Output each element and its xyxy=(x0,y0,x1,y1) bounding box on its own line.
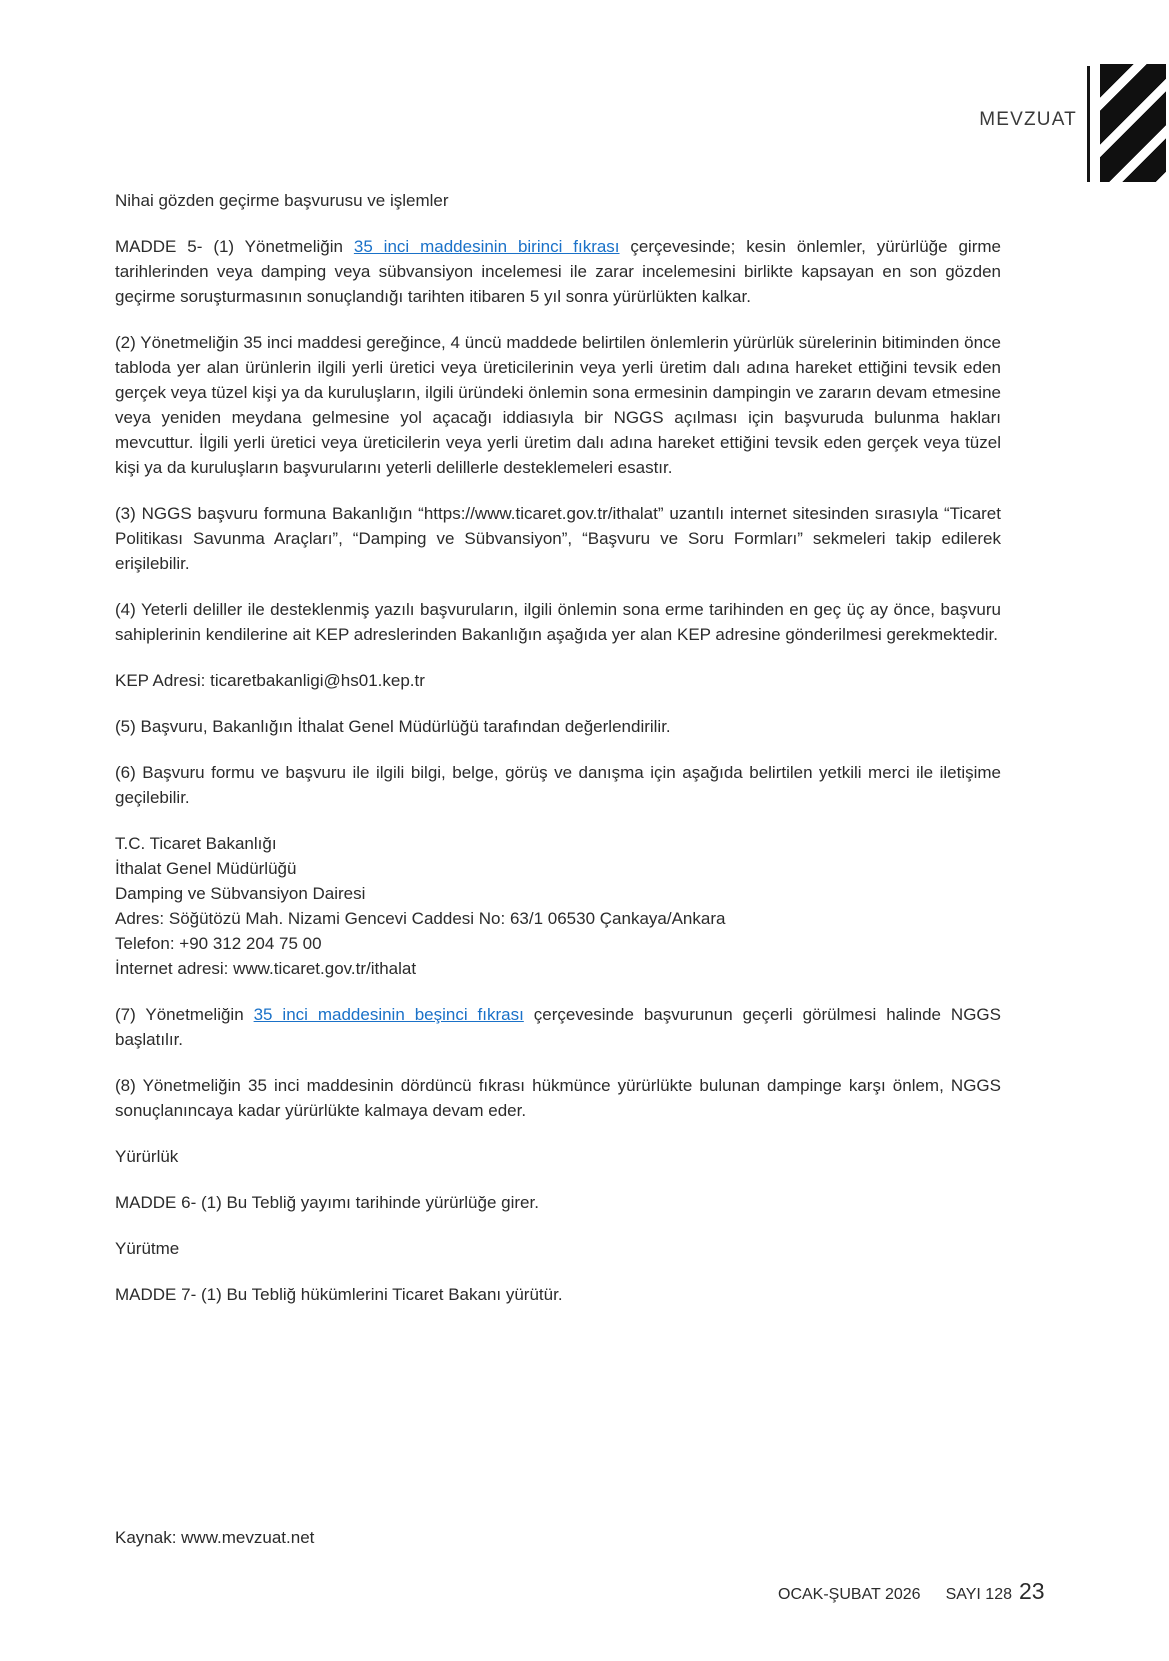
magazine-title: MEVZUAT xyxy=(979,109,1077,130)
contact-ministry: T.C. Ticaret Bakanlığı xyxy=(115,834,277,853)
paragraph-3: (3) NGGS başvuru formuna Bakanlığın “https://www.ticaret.gov.tr/ithalat” uzantılı internet sitesinden sırasıyla “Ticaret Politikası Savunma Araçları”, “Damping ve Sübvansiyon”, “Başvuru ve Soru Formları” sekmeleri takip edilerek erişilebilir. xyxy=(115,504,1001,573)
article-heading: Nihai gözden geçirme başvurusu ve işlemler xyxy=(115,191,449,210)
paragraph7-text-after: çerçevesinde başvurunun geçerli görülmesi halinde NGGS başlatılır. xyxy=(115,1005,1001,1049)
paragraph-madde5 xyxy=(115,234,1001,309)
section-heading-yurutme: Yürütme xyxy=(115,1239,180,1258)
section-heading-yururluk: Yürürlük xyxy=(115,1147,179,1166)
contact-website: İnternet adresi: www.ticaret.gov.tr/ithalat xyxy=(115,959,417,978)
paragraph-4: (4) Yeterli deliller ile desteklenmiş yazılı başvuruların, ilgili önlemin sona erme tarihinden en geç üç ay önce, başvuru sahiplerinin kendilerine ait KEP adreslerinden Bakanlığın aşağıda yer alan KEP adresine gönderilmesi gerekmektedir. xyxy=(115,600,1001,644)
madde5-text-after: çerçevesinde; kesin önlemler, yürürlüğe girme tarihlerinden veya damping veya sübvansiyon incelemesi ile zarar incelemesini birlikte kapsayan en son gözden geçirme soruşturmasının sonuçlandığı tarihten itibaren 5 yıl sonra yürürlükten kalkar. xyxy=(115,237,1001,306)
footer-page-number: 23 xyxy=(1019,1578,1045,1604)
paragraph-5: (5) Başvuru, Bakanlığın İthalat Genel Müdürlüğü tarafından değerlendirilir. xyxy=(115,717,671,736)
paragraph-6: (6) Başvuru formu ve başvuru ile ilgili bilgi, belge, görüş ve danışma için aşağıda belirtilen yetkili merci ile iletişime geçilebilir. xyxy=(115,763,1001,807)
paragraph-7 xyxy=(115,1002,1001,1052)
page-footer xyxy=(778,1578,1045,1605)
paragraph-8: (8) Yönetmeliğin 35 inci maddesinin dördüncü fıkrası hükmünce yürürlükte bulunan dampinge karşı önlem, NGGS sonuçlanıncaya kadar yürürlükte kalmaya devam eder. xyxy=(115,1076,1001,1120)
contact-directorate: İthalat Genel Müdürlüğü xyxy=(115,859,297,878)
contact-block xyxy=(115,831,1001,981)
footer-issue-date: OCAK-ŞUBAT 2026 xyxy=(778,1586,921,1603)
paragraph-2: (2) Yönetmeliğin 35 inci maddesi gereğince, 4 üncü maddede belirtilen önlemlerin yürürlük sürelerinin bitiminden önce tabloda yer alan ürünlerin ilgili yerli üretici veya üreticilerinin veya yerli üretim dalı adına hareket ettiğini tevsik eden gerçek veya tüzel kişi ya da kuruluşların, ilgili üründeki önlemin sona ermesinin dampingin ve zararın devam etmesine veya yeniden meydana gelmesine yol açacağı iddiasıyla bir NGGS açılması için başvuruda bulunma hakları mevcuttur. İlgili yerli üretici veya üreticilerin veya yerli üretim dalı adına hareket ettiğini tevsik eden gerçek veya tüzel kişi ya da kuruluşların başvurularını yeterli delillerle desteklemeleri esastır. xyxy=(115,333,1001,477)
diagonal-stripes-logo-icon xyxy=(1100,64,1166,182)
header-divider xyxy=(1087,66,1090,182)
link-madde-35-birinci-fikra[interactable]: 35 inci maddesinin birinci fıkrası xyxy=(353,237,620,256)
madde5-text-before: MADDE 5- (1) Yönetmeliğin xyxy=(115,237,354,256)
paragraph-madde7: MADDE 7- (1) Bu Tebliğ hükümlerini Ticaret Bakanı yürütür. xyxy=(115,1285,563,1304)
paragraph-madde6: MADDE 6- (1) Bu Tebliğ yayımı tarihinde yürürlüğe girer. xyxy=(115,1193,539,1212)
paragraph7-text-before: (7) Yönetmeliğin xyxy=(115,1005,254,1024)
article-body xyxy=(115,188,1001,1328)
contact-phone: Telefon: +90 312 204 75 00 xyxy=(115,934,322,953)
contact-street-address: Adres: Söğütözü Mah. Nizami Gencevi Caddesi No: 63/1 06530 Çankaya/Ankara xyxy=(115,909,726,928)
link-madde-35-besinci-fikra[interactable]: 35 inci maddesinin beşinci fıkrası xyxy=(253,1005,524,1024)
source-line: Kaynak: www.mevzuat.net xyxy=(115,1528,315,1547)
footer-issue-number: SAYI 128 xyxy=(945,1586,1012,1603)
kep-address-line: KEP Adresi: ticaretbakanligi@hs01.kep.tr xyxy=(115,671,425,690)
contact-department: Damping ve Sübvansiyon Dairesi xyxy=(115,884,366,903)
